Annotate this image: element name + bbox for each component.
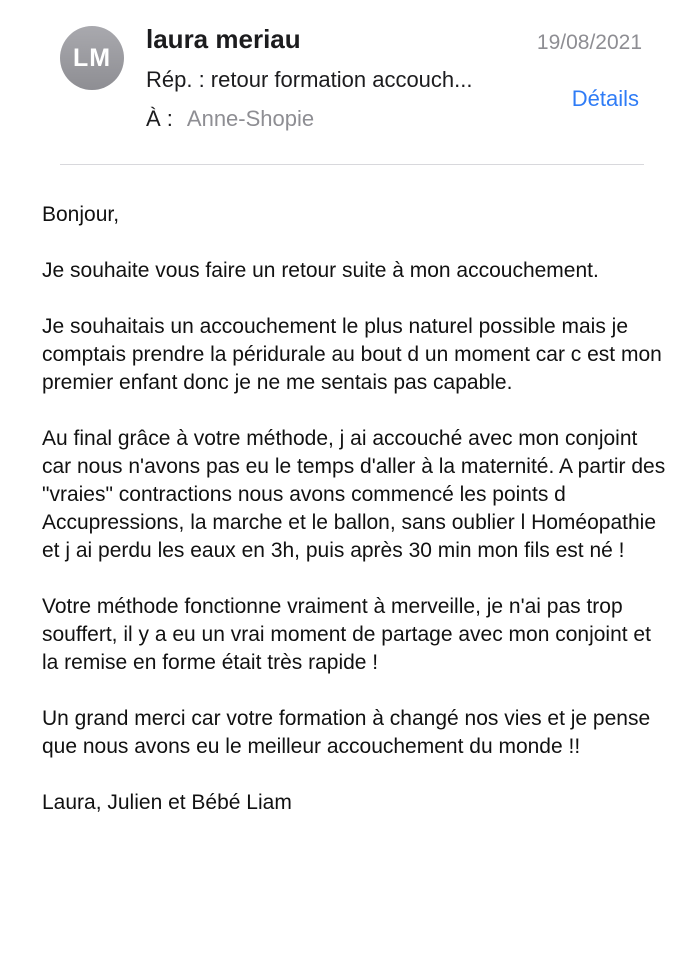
body-paragraph: Un grand merci car votre formation à changé nos vies et je pense que nous avons eu le meilleur accouchement du monde !! [42, 707, 651, 758]
email-header [0, 0, 680, 166]
email-subject: Rép. : retour formation accouch... [146, 67, 473, 92]
body-paragraph: Je souhaite vous faire un retour suite à mon accouchement. [42, 259, 599, 282]
greeting: Bonjour, [42, 203, 120, 226]
signature: Laura, Julien et Bébé Liam [42, 791, 292, 814]
body-paragraph: Je souhaitais un accouchement le plus naturel possible mais je comptais prendre la péridurale au bout d un moment car c est mon premier enfant donc je ne me sentais pas capable. [42, 315, 662, 394]
recipient-row [146, 106, 314, 132]
header-divider [60, 164, 644, 165]
email-date: 19/08/2021 [536, 31, 642, 54]
to-label: À : [146, 106, 173, 131]
body-paragraph: Au final grâce à votre méthode, j ai accouché avec mon conjoint car nous n'avons pas eu le temps d'aller à la maternité. A partir des "vraies" contractions nous avons commencé les points d Accupressions, la marche et le ballon, sans oublier l Homéopathie et j ai perdu les eaux en 3h, puis après 30 min mon fils est né ! [42, 427, 666, 562]
body-paragraph: Votre méthode fonctionne vraiment à merveille, je n'ai pas trop souffert, il y a eu un vrai moment de partage avec mon conjoint et la remise en forme était très rapide ! [42, 595, 651, 674]
email-body [42, 201, 668, 845]
recipient-name[interactable]: Anne-Shopie [186, 106, 315, 131]
sender-name[interactable]: laura meriau [146, 24, 301, 54]
sender-avatar[interactable]: LM [60, 26, 124, 90]
details-link[interactable]: Détails [571, 86, 639, 111]
